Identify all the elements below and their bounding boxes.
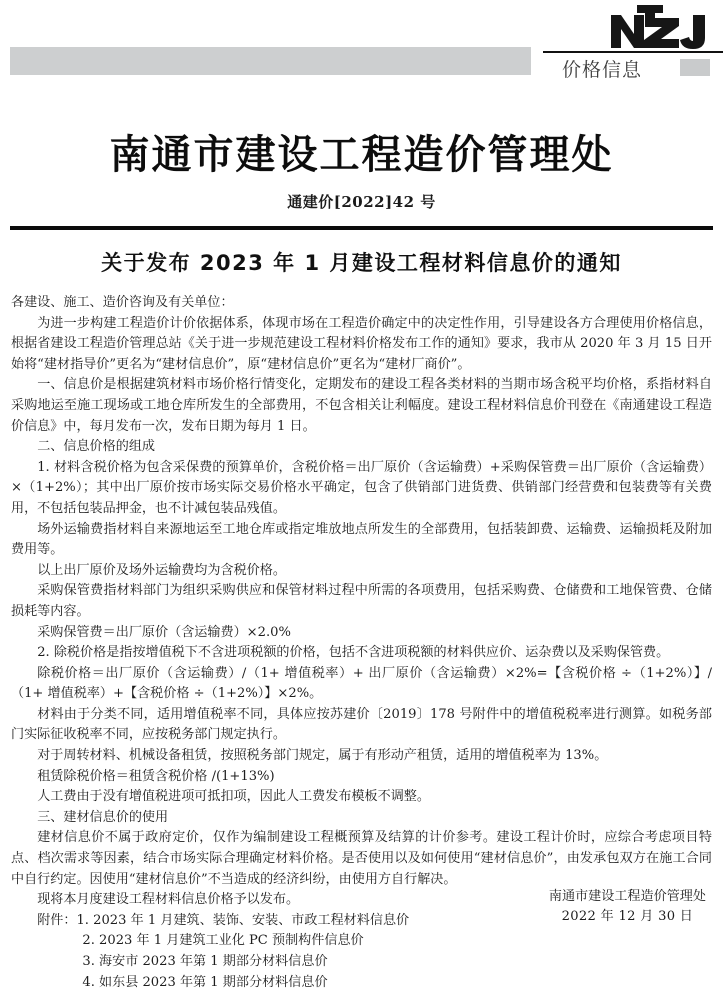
paragraph: 现将本月度建设工程材料信息价格予以发布。 — [37, 892, 300, 908]
paragraph: 人工费由于没有增值税进项可抵扣项，因此人工费发布模板不调整。 — [37, 789, 430, 805]
paragraph: 建材信息价不属于政府定价，仅作为编制建设工程概预算及结算的计价参考。建设工程计价时，应综合考虑项目特点、档次需求等因素，结合市场实际合理确定材料价格。是否使用以及如何使用“建材信息价”，由发承包双方在施工合同中自行约定。因使用“建材信息价”不当造成的经济纠纷，由使用方自行解决。 — [11, 830, 712, 887]
paragraph: 一、信息价是根据建筑材料市场价格行情变化，定期发布的建设工程各类材料的当期市场含税平均价格，系指材料自采购地运至施工现场或工地仓库所发生的全部费用，不包含相关让利幅度。建设工程材料信息价刊登在《南通建设工程造价信息》中，每月发布一次，发布日期为每月 1 日。 — [11, 377, 712, 434]
paragraph: 1. 材料含税价格为包含采保费的预算单价，含税价格＝出厂原价（含运输费）+采购保管费＝出厂原价（含运输费）×（1+2%）；其中出厂原价按市场实际交易价格水平确定，包含了供销部门进货费、供销部门经营费和包装费等有关费用，不包括包装品押金，也不计减包装品残值。 — [11, 459, 712, 516]
document-number: 通建价[2022]42 号 — [287, 193, 436, 211]
list-item — [37, 952, 712, 973]
paragraph: 材料由于分类不同，适用增值税率不同，具体应按苏建价〔2019〕178 号附件中的增值税税率进行测算。如税务部门实际征收税率不同，应按税务部门规定执行。 — [11, 706, 712, 743]
paragraph: 采购保管费指材料部门为组织采购供应和保管材料过程中所需的各项费用，包括采购费、仓储费和工地保管费、仓储损耗等内容。 — [11, 583, 712, 619]
salutation: 各建设、施工、造价咨询及有关单位： — [11, 295, 234, 310]
section-heading: 二、信息价格的组成 — [37, 439, 156, 455]
title-divider-rule — [10, 226, 713, 230]
notice-title: 关于发布 2023 年 1 月建设工程材料信息价的通知 — [101, 251, 622, 275]
logo-divider-rule — [543, 51, 723, 53]
ntzj-logo-icon — [609, 4, 713, 50]
paragraph: 对于周转材料、机械设备租赁，按照税务部门规定，属于有形动产租赁，适用的增值税率为 13%。 — [37, 748, 608, 764]
section-heading: 三、建材信息价的使用 — [37, 809, 169, 825]
masthead — [0, 0, 723, 112]
brand-logo-block — [540, 2, 723, 84]
page-title: 南通市建设工程造价管理处 — [109, 131, 614, 178]
signature-date: 2022 年 12 月 30 日 — [561, 909, 694, 925]
formula: 除税价格＝出厂原价（含运输费）/（1+ 增值税率）+ 出厂原价（含运输费）×2%=【含税价格 ÷（1+2%）】/（1+ 增值税率）+【含税价格 ÷（1+2%）】×2%。 — [11, 665, 712, 702]
signature-organization: 南通市建设工程造价管理处 — [548, 888, 706, 904]
list-item — [37, 973, 712, 993]
paragraph: 为进一步构建工程造价计价依据体系，体现市场在工程造价确定中的决定性作用，引导建设各方合理使用价格信息，根据省建设工程造价管理总站《关于进一步规范建设工程材料价格发布工作的通知》要求，我市从 2020 年 3 月 15 日开始将“建材指导价”更名为“建材信息价”，原“建材信息价”更名为“建材厂商价”。 — [11, 315, 712, 372]
signature-block — [549, 887, 706, 928]
formula: 租赁除税价格＝租赁含税价格 /(1+13%) — [37, 768, 275, 784]
attachment-text: 4. 如东县 2023 年第 1 期部分材料信息价 — [82, 974, 328, 990]
brand-subtitle: 价格信息 — [562, 59, 643, 81]
header-gray-band — [10, 47, 531, 75]
brand-subtitle-block — [680, 59, 710, 76]
formula: 采购保管费＝出厂原价（含运输费）×2.0% — [37, 624, 291, 640]
attachment-text: 1. 2023 年 1 月建筑、装饰、安装、市政工程材料信息价 — [76, 912, 410, 928]
attachment-text: 3. 海安市 2023 年第 1 期部分材料信息价 — [82, 954, 328, 969]
paragraph: 以上出厂原价及场外运输费均为含税价格。 — [37, 562, 286, 578]
attachment-text: 2. 2023 年 1 月建筑工业化 PC 预制构件信息价 — [82, 933, 364, 949]
paragraph: 场外运输费指材料自来源地运至工地仓库或指定堆放地点所发生的全部费用，包括装卸费、运输费、运输损耗及附加费用等。 — [11, 521, 712, 558]
paragraph: 2. 除税价格是指按增值税下不含进项税额的价格，包括不含进项税额的材料供应价、运杂费以及采购保管费。 — [37, 645, 670, 661]
attachments-label: 附件： — [37, 912, 77, 928]
